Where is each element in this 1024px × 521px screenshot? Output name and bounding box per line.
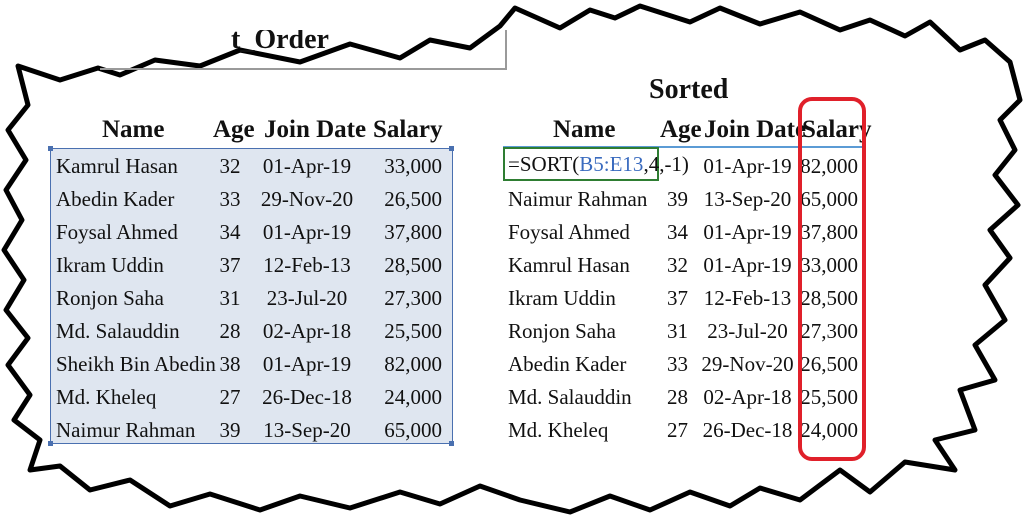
cell-name[interactable]: Ronjon Saha	[508, 319, 616, 343]
table-title-fragment	[100, 30, 507, 70]
cell-name[interactable]: Md. Salauddin	[508, 385, 632, 409]
selection-handle[interactable]	[449, 441, 454, 446]
cell-join-date[interactable]: 29-Nov-20	[701, 352, 794, 376]
cell-salary[interactable]: 65,000	[800, 187, 858, 211]
selection-handle[interactable]	[449, 146, 454, 151]
salary-highlight-box	[798, 97, 866, 461]
cell-age[interactable]: 34	[219, 220, 241, 244]
cell-salary[interactable]: 24,000	[384, 385, 442, 409]
cell-name[interactable]: Ikram Uddin	[56, 253, 164, 277]
cell-name[interactable]: Abedin Kader	[508, 352, 627, 376]
cell-join-date[interactable]: 13-Sep-20	[703, 187, 792, 211]
header-salary: Salary	[373, 116, 443, 143]
cell-join-date[interactable]: 02-Apr-18	[703, 385, 792, 409]
cell-age[interactable]: 31	[667, 319, 688, 343]
cell-age[interactable]: 28	[667, 385, 688, 409]
cell-join-date[interactable]: 12-Feb-13	[703, 286, 792, 310]
cell-salary[interactable]: 33,000	[800, 253, 858, 277]
header-join-date: Join Date	[264, 116, 367, 143]
cell-name[interactable]: Sheikh Bin Abedin	[56, 352, 216, 376]
cell-name[interactable]: Md. Kheleq	[56, 385, 157, 409]
formula-range-ref: B5:E13	[579, 152, 644, 176]
formula-suffix: ,4,-1)	[643, 152, 689, 176]
cell-join-date[interactable]: 01-Apr-19	[703, 220, 792, 244]
cell-salary[interactable]: 25,500	[800, 385, 858, 409]
cell-salary[interactable]: 24,000	[800, 418, 858, 442]
cell-join-date[interactable]: 01-Apr-19	[262, 220, 352, 244]
header-age: Age	[213, 116, 255, 143]
header-name: Name	[102, 116, 165, 143]
cell-name[interactable]: Kamrul Hasan	[508, 253, 630, 277]
cell-salary[interactable]: 28,500	[384, 253, 442, 277]
cell-join-date[interactable]: 26-Dec-18	[262, 385, 352, 409]
cell-age[interactable]: 32	[219, 154, 241, 178]
formula-prefix: =SORT(	[508, 152, 580, 176]
cell-name[interactable]: Md. Salauddin	[56, 319, 180, 343]
cell-age[interactable]: 33	[219, 187, 241, 211]
cell-age[interactable]: 27	[667, 418, 688, 442]
cell-name[interactable]: Naimur Rahman	[508, 187, 648, 211]
cell-salary[interactable]: 25,500	[384, 319, 442, 343]
cell-salary[interactable]: 82,000	[384, 352, 442, 376]
cell-salary[interactable]: 33,000	[384, 154, 442, 178]
cell-join-date[interactable]: 01-Apr-19	[262, 154, 352, 178]
cell-join-date[interactable]: 01-Apr-19	[703, 253, 792, 277]
cell-age[interactable]: 34	[667, 220, 688, 244]
cell-age[interactable]: 39	[667, 187, 688, 211]
selection-handle[interactable]	[48, 441, 53, 446]
cell-age[interactable]: 28	[219, 319, 241, 343]
cell-salary[interactable]: 27,300	[384, 286, 442, 310]
cell-age[interactable]: 38	[219, 352, 241, 376]
cell-name[interactable]: Abedin Kader	[56, 187, 175, 211]
cell-name[interactable]: Ronjon Saha	[56, 286, 164, 310]
cell-salary[interactable]: 27,300	[800, 319, 858, 343]
formula-cell[interactable]	[503, 147, 689, 181]
cell-join-date[interactable]: 29-Nov-20	[260, 187, 354, 211]
cell-age[interactable]: 33	[667, 352, 688, 376]
header-salary: Salary	[802, 116, 872, 143]
selection-handle[interactable]	[48, 146, 53, 151]
partial-title-text: t_Order	[231, 30, 329, 55]
header-join-date: Join Date	[704, 116, 807, 143]
cell-name[interactable]: Md. Kheleq	[508, 418, 609, 442]
cell-join-date[interactable]: 02-Apr-18	[262, 319, 352, 343]
cell-name[interactable]: Foysal Ahmed	[56, 220, 178, 244]
cell-age[interactable]: 31	[219, 286, 241, 310]
header-name: Name	[553, 116, 616, 143]
cell-join-date[interactable]: 23-Jul-20	[707, 319, 788, 343]
cell-salary[interactable]: 26,500	[384, 187, 442, 211]
cell-join-date[interactable]: 01-Apr-19	[262, 352, 352, 376]
cell-salary[interactable]: 65,000	[384, 418, 442, 442]
cell-salary[interactable]: 26,500	[800, 352, 858, 376]
cell-join-date[interactable]: 01-Apr-19	[703, 154, 792, 178]
cell-age[interactable]: 37	[667, 286, 688, 310]
cell-age[interactable]: 39	[219, 418, 241, 442]
header-age: Age	[660, 116, 702, 143]
cell-age[interactable]: 32	[667, 253, 688, 277]
cell-name[interactable]: Ikram Uddin	[508, 286, 616, 310]
cell-join-date[interactable]: 23-Jul-20	[266, 286, 348, 310]
cell-salary[interactable]: 28,500	[800, 286, 858, 310]
cell-salary[interactable]: 82,000	[800, 154, 858, 178]
cell-salary[interactable]: 37,800	[800, 220, 858, 244]
cell-age[interactable]: 27	[219, 385, 241, 409]
cell-join-date[interactable]: 26-Dec-18	[702, 418, 793, 442]
sorted-title: Sorted	[649, 74, 729, 105]
cell-age[interactable]: 37	[219, 253, 241, 277]
cell-name[interactable]: Foysal Ahmed	[508, 220, 630, 244]
cell-name[interactable]: Kamrul Hasan	[56, 154, 178, 178]
cell-name[interactable]: Naimur Rahman	[56, 418, 196, 442]
cell-join-date[interactable]: 12-Feb-13	[263, 253, 351, 277]
cell-join-date[interactable]: 13-Sep-20	[263, 418, 351, 442]
cell-salary[interactable]: 37,800	[384, 220, 442, 244]
